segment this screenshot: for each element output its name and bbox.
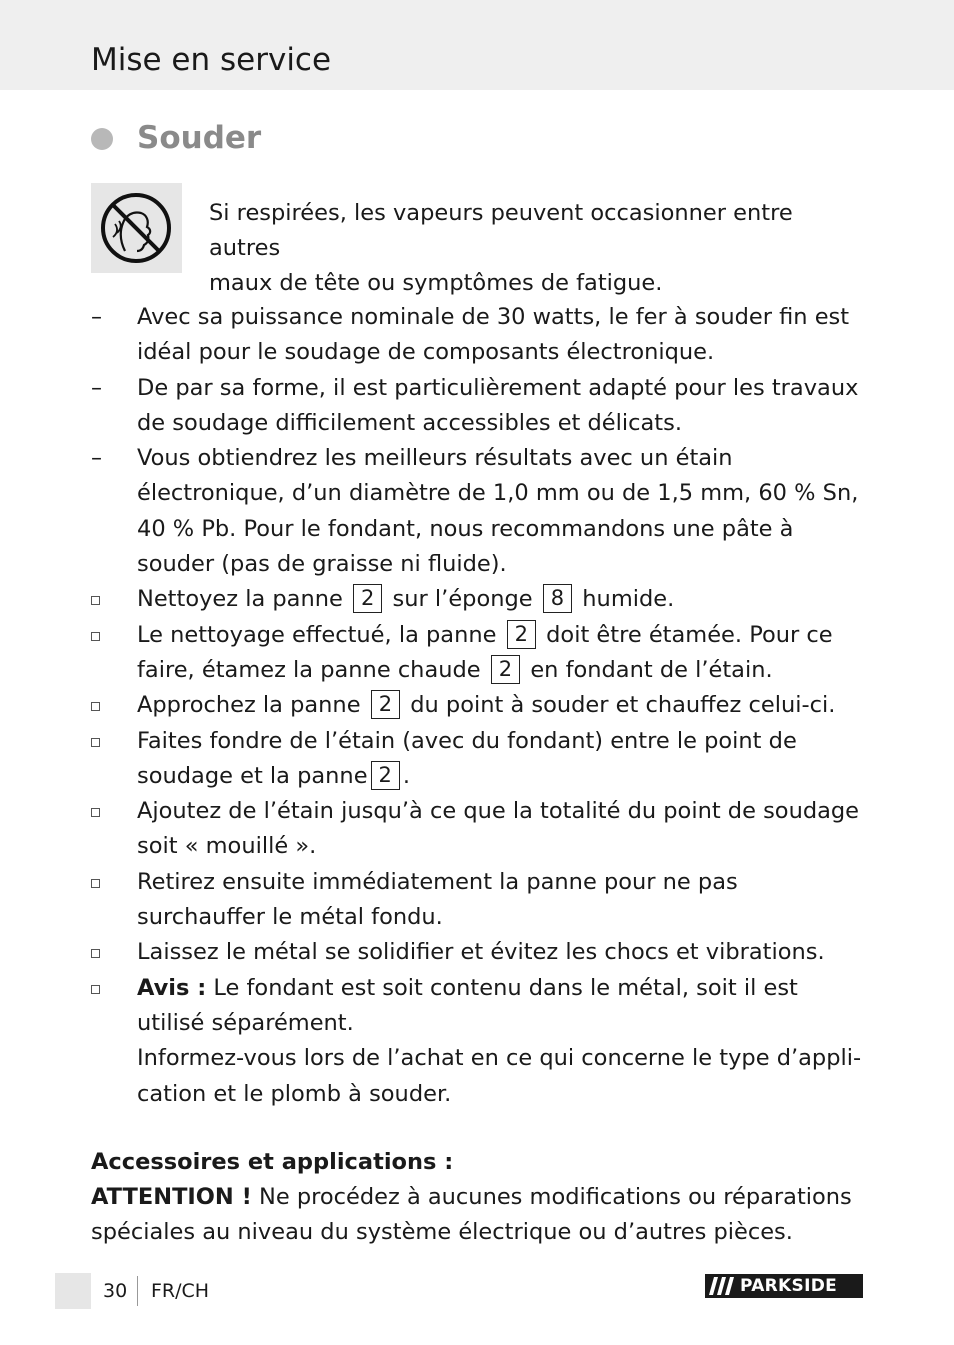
logo-stripes-icon [709, 1277, 737, 1295]
footer-divider [137, 1276, 138, 1306]
step-item [91, 618, 866, 689]
notice-label: Avis : [137, 974, 207, 1001]
step-text: du point à souder et chauffez celui-ci. [410, 692, 836, 719]
step-text: humide. [582, 586, 675, 613]
parkside-logo [705, 1274, 863, 1298]
step-text: Nettoyez la panne [137, 586, 343, 613]
checkbox-icon [91, 632, 100, 641]
part-ref-badge: 2 [371, 690, 400, 719]
dash-item [91, 371, 866, 442]
part-ref-badge: 2 [353, 584, 382, 613]
dash-item-text: Avec sa puissance nominale de 30 watts, le fer à souder fin est idéal pour le soudage de composants électronique. [137, 304, 850, 366]
attention-paragraph [91, 1180, 866, 1251]
dash-item-text: Vous obtiendrez les meilleurs résultats avec un étain électronique, d’un diamètre de 1,0 mm ou de 1,5 mm, 60 % Sn, 40 % Pb. Pour le fondant, nous recommandons une pâte à souder (pas de graisse ni fluide). [137, 445, 859, 578]
warning-text-line: maux de tête ou symptômes de fatigue. [209, 270, 663, 296]
checkbox-icon [91, 949, 100, 958]
brand-name: PARKSIDE [740, 1276, 838, 1296]
language-code: FR/CH [151, 1280, 210, 1302]
attention-label: ATTENTION ! [91, 1184, 252, 1211]
part-ref-badge: 2 [507, 620, 536, 649]
checkbox-icon [91, 702, 100, 711]
dash-item-text: De par sa forme, il est particulièrement adapté pour les travaux de soudage difficilement accessibles et délicats. [137, 374, 859, 436]
step-text: Retirez ensuite immédiatement la panne pour ne pas surchauffer le métal fondu. [137, 868, 738, 931]
checkbox-icon [91, 985, 100, 994]
page-number: 30 [103, 1280, 128, 1302]
step-text: Le nettoyage effectué, la panne [137, 621, 497, 648]
step-text: doit être étamée. Pour ce faire, étamez la panne chaude [137, 621, 833, 683]
step-text: Le fondant est soit contenu dans le métal, soit il est utilisé séparément. [137, 974, 798, 1036]
step-item [91, 971, 866, 1112]
step-item [91, 865, 866, 936]
step-text: Ajoutez de l’étain jusqu’à ce que la totalité du point de soudage soit « mouillé ». [137, 798, 860, 860]
accessories-heading: Accessoires et applications : [91, 1148, 454, 1175]
step-text: sur l’éponge [392, 586, 533, 613]
dash-item [91, 300, 866, 371]
instructions [91, 300, 866, 1251]
step-text-line: Informez-vous lors de l’achat en ce qui concerne le type d’appli- [137, 1045, 862, 1072]
step-text: . [402, 762, 411, 789]
accessories-section [91, 1145, 866, 1251]
dash-marker: – [91, 375, 102, 401]
step-text: Faites fondre de l’étain (avec du fondant) entre le point de soudage et la panne [137, 727, 797, 789]
no-inhale-fumes-icon [91, 183, 182, 273]
part-ref-badge: 2 [491, 655, 520, 684]
step-item [91, 688, 866, 723]
section-title: Souder [137, 120, 262, 156]
step-item [91, 794, 866, 865]
footer-tab [55, 1273, 91, 1309]
step-text: Approchez la panne [137, 692, 361, 719]
section-bullet-icon [91, 128, 113, 150]
checkbox-icon [91, 879, 100, 888]
step-item [91, 582, 866, 617]
part-ref-badge: 2 [371, 761, 400, 790]
step-item [91, 935, 866, 970]
step-item [91, 724, 866, 795]
step-text: en fondant de l’étain. [530, 656, 773, 683]
dash-marker: – [91, 446, 102, 472]
dash-item [91, 441, 866, 582]
step-text: Laissez le métal se solidifier et évitez les chocs et vibrations. [137, 939, 825, 966]
dash-marker: – [91, 305, 102, 330]
warning-text-line: Si respirées, les vapeurs peuvent occasionner entre autres [209, 200, 793, 261]
checkbox-icon [91, 738, 100, 747]
attention-text: Ne procédez à aucunes modifications ou réparations spéciales au niveau du système électrique ou d’autres pièces. [91, 1184, 852, 1246]
checkbox-icon [91, 596, 100, 605]
warning-text [209, 196, 859, 301]
step-text-line: cation et le plomb à souder. [137, 1080, 452, 1107]
part-ref-badge: 8 [543, 584, 572, 613]
checkbox-icon [91, 808, 100, 817]
page-title: Mise en service [91, 42, 332, 78]
